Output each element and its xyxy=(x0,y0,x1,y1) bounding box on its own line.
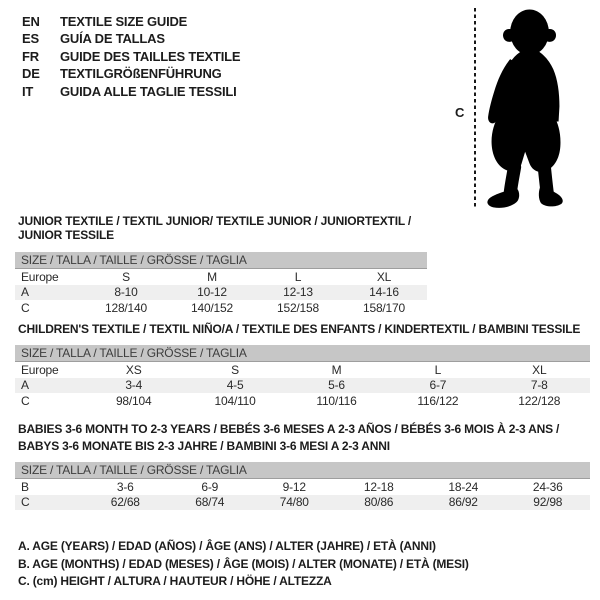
table-cell: M xyxy=(207,269,217,284)
babies-table-title xyxy=(18,421,590,455)
row-label: A xyxy=(21,285,29,300)
table-cell: 152/158 xyxy=(277,300,319,315)
language-title-list xyxy=(22,13,240,100)
table-cell: S xyxy=(122,269,130,284)
table-cell: 12-13 xyxy=(283,285,313,300)
table-row xyxy=(15,495,590,511)
row-label: C xyxy=(21,495,30,510)
table-row xyxy=(15,285,427,301)
legend-notes xyxy=(18,538,469,591)
row-label: C xyxy=(21,300,30,315)
language-code: IT xyxy=(22,83,34,99)
table-cell: 128/140 xyxy=(105,300,147,315)
table-cell: 116/122 xyxy=(417,393,459,408)
table-cell: XL xyxy=(532,362,547,377)
size-header-band: SIZE / TALLA / TAILLE / GRÖSSE / TAGLIA xyxy=(15,345,590,362)
language-row-fr xyxy=(22,48,240,65)
table-cell: 104/110 xyxy=(214,393,256,408)
table-cell: XS xyxy=(125,362,142,377)
table-cell: 6-9 xyxy=(201,479,219,494)
table-row xyxy=(15,479,590,495)
table-cell: 10-12 xyxy=(197,285,227,300)
row-label: C xyxy=(21,393,30,408)
table-cell: 3-4 xyxy=(125,378,143,393)
language-code: EN xyxy=(22,14,40,29)
table-cell: 3-6 xyxy=(116,479,134,494)
babies-textile-section xyxy=(15,421,590,510)
table-row xyxy=(15,378,590,394)
table-cell: 9-12 xyxy=(282,479,306,494)
babies-title-line-2: BABYS 3-6 MONATE BIS 2-3 JAHRE / BAMBINI 3-6 MESI A 2-3 ANNI xyxy=(18,439,390,453)
table-cell: 92/98 xyxy=(533,495,563,510)
childrens-size-table xyxy=(15,362,590,409)
row-label: Europe xyxy=(21,269,59,284)
childrens-table-title: CHILDREN'S TEXTILE / TEXTIL NIÑO/A / TEXTILE DES ENFANTS / KINDERTEXTIL / BAMBINI TESSILE xyxy=(18,322,581,336)
table-cell: M xyxy=(331,362,342,377)
table-row xyxy=(15,393,590,409)
baby-silhouette-image xyxy=(482,7,570,209)
table-cell: 7-8 xyxy=(530,378,548,393)
height-measure-label: C xyxy=(455,105,465,120)
table-cell: 62/68 xyxy=(110,495,140,510)
baby-figure xyxy=(452,5,598,215)
row-label: B xyxy=(21,479,29,494)
table-cell: 18-24 xyxy=(448,479,479,494)
language-row-es xyxy=(22,30,240,47)
table-cell: 86/92 xyxy=(448,495,478,510)
table-cell: 6-7 xyxy=(429,378,447,393)
table-cell: 68/74 xyxy=(195,495,225,510)
legend-note-c: C. (cm) HEIGHT / ALTURA / HAUTEUR / HÖHE / ALTEZZA xyxy=(18,574,332,588)
table-cell: L xyxy=(434,362,442,377)
height-measure-dashed-line xyxy=(474,8,476,209)
language-title: TEXTILE SIZE GUIDE xyxy=(60,14,188,29)
babies-size-table xyxy=(15,479,590,510)
language-title: GUIDE DES TAILLES TEXTILE xyxy=(60,48,241,64)
babies-title-line-1: BABIES 3-6 MONTH TO 2-3 YEARS / BEBÉS 3-6 MESES A 2-3 AÑOS / BÉBÉS 3-6 MOIS À 2-3 ANS / xyxy=(18,422,560,436)
table-cell: 4-5 xyxy=(226,378,244,393)
table-cell: L xyxy=(294,269,302,284)
junior-size-table xyxy=(15,269,427,316)
table-cell: 122/128 xyxy=(518,393,561,408)
size-header-band: SIZE / TALLA / TAILLE / GRÖSSE / TAGLIA xyxy=(15,462,590,479)
language-title: GUÍA DE TALLAS xyxy=(60,31,165,47)
table-cell: 140/152 xyxy=(191,300,233,315)
size-header-band: SIZE / TALLA / TAILLE / GRÖSSE / TAGLIA xyxy=(15,252,427,269)
table-cell: 158/170 xyxy=(363,300,405,315)
table-row xyxy=(15,269,427,285)
language-code: DE xyxy=(22,66,40,82)
language-title: GUIDA ALLE TAGLIE TESSILI xyxy=(60,83,237,99)
table-cell: 5-6 xyxy=(328,378,345,393)
table-row xyxy=(15,362,590,378)
childrens-textile-section xyxy=(15,322,590,409)
table-cell: 98/104 xyxy=(115,393,152,408)
table-cell: S xyxy=(231,362,239,377)
row-label: A xyxy=(21,378,29,393)
language-title: TEXTILGRÖßENFÜHRUNG xyxy=(60,66,222,82)
language-row-en xyxy=(22,13,240,30)
row-label: Europe xyxy=(21,362,59,377)
table-cell: 80/86 xyxy=(364,495,394,510)
language-row-it xyxy=(22,83,240,100)
table-cell: XL xyxy=(376,269,392,284)
table-cell: 110/116 xyxy=(316,393,357,408)
table-cell: 14-16 xyxy=(369,285,399,300)
table-cell: 74/80 xyxy=(279,495,309,510)
table-cell: 12-18 xyxy=(363,479,394,494)
table-cell: 8-10 xyxy=(114,285,138,300)
junior-textile-section xyxy=(15,214,427,316)
legend-note-b: B. AGE (MONTHS) / EDAD (MESES) / ÂGE (MOIS) / ALTER (MONATE) / ETÀ (MESI) xyxy=(18,556,469,571)
table-row xyxy=(15,300,427,316)
language-row-de xyxy=(22,65,240,82)
language-code: ES xyxy=(22,31,39,47)
table-cell: 24-36 xyxy=(532,479,563,494)
legend-note-a: A. AGE (YEARS) / EDAD (AÑOS) / ÂGE (ANS) / ALTER (JAHRE) / ETÀ (ANNI) xyxy=(18,539,436,553)
language-code: FR xyxy=(22,48,39,64)
junior-table-title: JUNIOR TEXTILE / TEXTIL JUNIOR/ TEXTILE JUNIOR / JUNIORTEXTIL / JUNIOR TESSILE xyxy=(18,214,412,242)
